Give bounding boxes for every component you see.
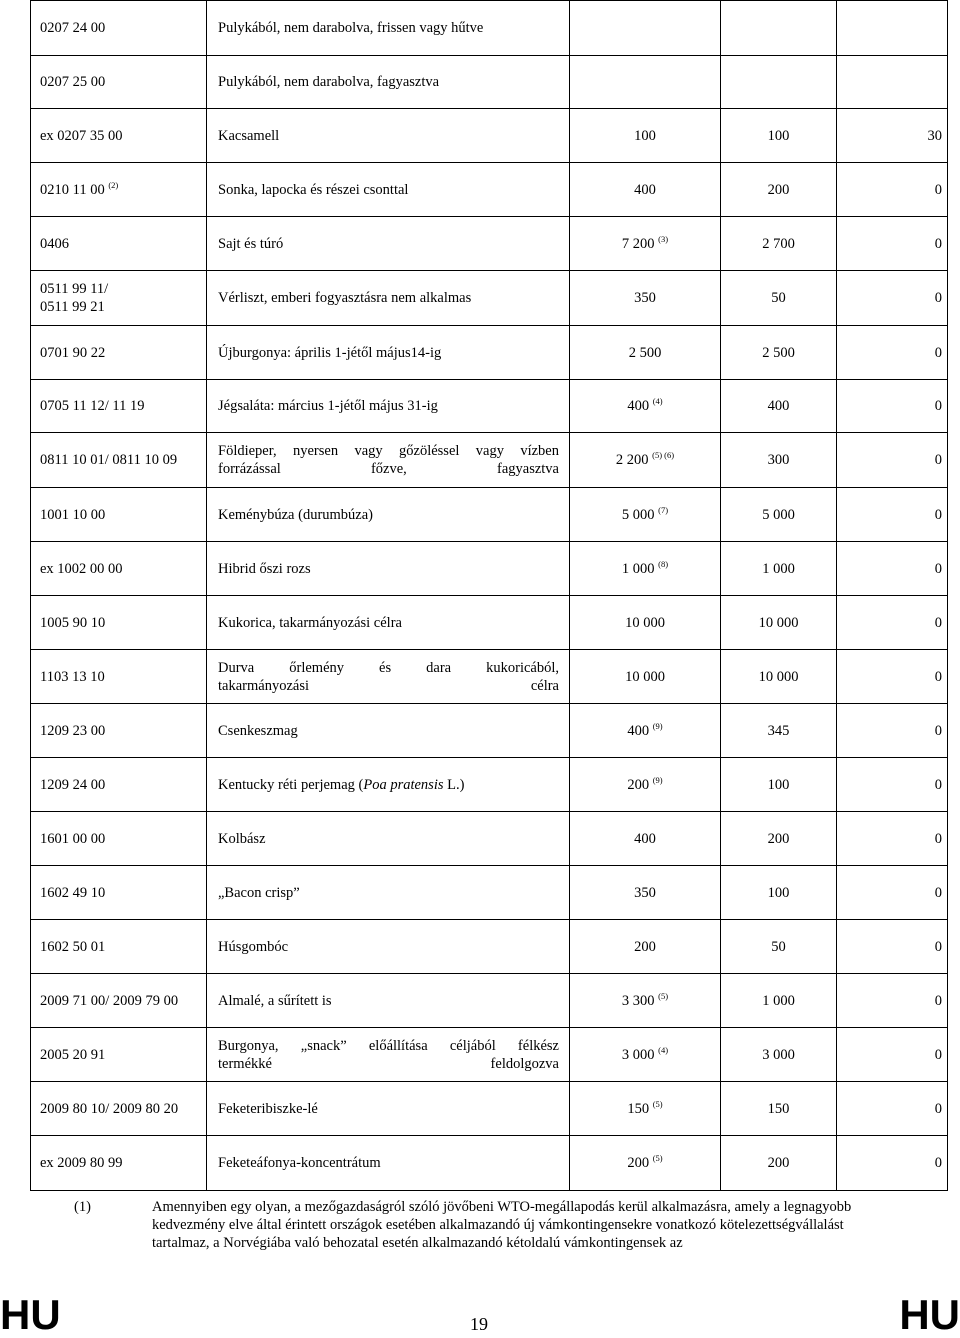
quota-value-3-cell — [837, 271, 948, 326]
quota-value-3: 0 — [934, 181, 942, 198]
quota-value-1: 1 000 — [621, 560, 655, 577]
quota-value-2: 100 — [767, 127, 790, 144]
table-row — [31, 704, 948, 758]
tariff-code-cell — [31, 380, 207, 433]
quota-value-3-cell — [837, 812, 948, 866]
table-row — [31, 109, 948, 163]
quota-value-1: 3 300 — [621, 992, 655, 1009]
tariff-code: 0207 24 00 — [40, 20, 106, 36]
product-description-cell — [207, 920, 570, 974]
product-description-cell — [207, 866, 570, 920]
quota-value-1-cell — [570, 56, 721, 109]
quota-value-2: 1 000 — [762, 560, 795, 577]
product-description-cell — [207, 56, 570, 109]
quota-value-1-cell — [570, 1028, 721, 1082]
quota-value-3: 0 — [934, 1046, 942, 1063]
quota-value-3-cell — [837, 163, 948, 217]
quota-value-2: 10 000 — [758, 614, 799, 631]
tariff-code: 1602 49 10 — [40, 884, 106, 901]
quota-value-3: 0 — [934, 506, 942, 523]
product-description-cell — [207, 326, 570, 380]
table-row — [31, 217, 948, 271]
quota-value-2-cell — [721, 974, 837, 1028]
product-description-line-2: takarmányozási célra — [218, 677, 559, 694]
quota-value-3-cell — [837, 1136, 948, 1191]
tariff-code: 1209 24 00 — [40, 776, 106, 793]
quota-value-3-cell — [837, 488, 948, 542]
quota-value-3: 0 — [934, 1100, 942, 1117]
product-description-cell — [207, 542, 570, 596]
quota-value-3: 0 — [934, 776, 942, 793]
quota-value-2-cell — [721, 1082, 837, 1136]
product-description: Hibrid őszi rozs — [218, 560, 311, 577]
quota-value-1-cell — [570, 974, 721, 1028]
quota-value-1-footnote-ref: (9) — [652, 774, 663, 785]
quota-value-3: 0 — [934, 1155, 942, 1171]
quota-value-1-cell — [570, 704, 721, 758]
quota-value-3-cell — [837, 1028, 948, 1082]
product-description-cell — [207, 217, 570, 271]
product-description: Durva őrlemény és dara kukoricából, — [218, 659, 559, 676]
tariff-code: ex 1002 00 00 — [40, 560, 123, 577]
tariff-code: ex 0207 35 00 — [40, 127, 123, 144]
table-row — [31, 1, 948, 56]
tariff-code: 0811 10 01/ 0811 10 09 — [40, 452, 178, 468]
quota-value-2: 200 — [767, 181, 790, 198]
quota-value-1-cell — [570, 380, 721, 433]
quota-value-3-cell — [837, 596, 948, 650]
tariff-code-cell — [31, 812, 207, 866]
product-description-cell — [207, 596, 570, 650]
product-description-cell — [207, 380, 570, 433]
tariff-code: 0701 90 22 — [40, 344, 106, 361]
quota-value-3-cell — [837, 326, 948, 380]
quota-value-1-cell — [570, 758, 721, 812]
tariff-code: 2009 80 10/ 2009 80 20 — [40, 1100, 179, 1117]
tariff-code: 1005 90 10 — [40, 614, 106, 631]
table-row — [31, 163, 948, 217]
page-number: 19 — [470, 1314, 488, 1334]
quota-value-3: 0 — [934, 722, 942, 739]
table-row — [31, 433, 948, 488]
product-description-cell — [207, 974, 570, 1028]
quota-value-2: 50 — [771, 290, 786, 306]
tariff-code-cell — [31, 542, 207, 596]
table-row — [31, 866, 948, 920]
quota-value-1-cell — [570, 271, 721, 326]
quota-value-1-footnote-ref: (5) — [658, 990, 669, 1001]
product-description: Burgonya, „snack” előállítása céljából félkész — [218, 1037, 559, 1054]
product-description-cell — [207, 488, 570, 542]
product-description: Sajt és túró — [218, 235, 284, 252]
quota-value-1-cell — [570, 866, 721, 920]
product-description: Húsgombóc — [218, 938, 289, 955]
tariff-quota-table-body — [31, 1, 948, 1191]
product-description-italic: Poa pratensis — [363, 776, 444, 793]
table-row — [31, 974, 948, 1028]
quota-value-1-cell — [570, 596, 721, 650]
quota-value-1-cell — [570, 650, 721, 704]
table-row — [31, 1028, 948, 1082]
table-row — [31, 56, 948, 109]
product-description-cell — [207, 163, 570, 217]
quota-value-3-cell — [837, 758, 948, 812]
footnote-text: Amennyiben egy olyan, a mezőgazdaságról szóló jövőbeni WTO-megállapodás kerül alkalmazásra, amely a legnagyobb kedvezmény elve által érintett országok esetében alkalmazandó új vámkontingensekre vonatkozó kötelezettségvállalást tartalmaz, a Norvégiába való behozatal esetén alkalmazandó kétoldalú vámkontingensek az — [152, 1199, 852, 1251]
quota-value-1-footnote-ref: (9) — [652, 720, 663, 731]
product-description-line-2: forrázással főzve, fagyasztva — [218, 461, 559, 477]
quota-value-3: 30 — [927, 127, 942, 144]
product-description-cell — [207, 1136, 570, 1191]
quota-value-3-cell — [837, 56, 948, 109]
tariff-code-cell — [31, 163, 207, 217]
quota-value-1: 10 000 — [625, 614, 665, 631]
quota-value-2-cell — [721, 326, 837, 380]
product-description: Újburgonya: április 1-jétől május14-ig — [218, 344, 442, 361]
quota-value-1-footnote-ref: (5) (6) — [652, 450, 675, 461]
quota-value-3-cell — [837, 380, 948, 433]
tariff-code: 0705 11 12/ 11 19 — [40, 398, 145, 414]
product-description: Földieper, nyersen vagy gőzöléssel vagy vízben — [218, 443, 559, 459]
quota-value-1: 7 200 — [621, 235, 655, 252]
table-row — [31, 542, 948, 596]
tariff-code-cell — [31, 56, 207, 109]
quota-value-2: 2 700 — [762, 235, 795, 252]
quota-value-1: 100 — [634, 127, 656, 144]
quota-value-2-cell — [721, 920, 837, 974]
product-description: Keménybúza (durumbúza) — [218, 506, 374, 523]
quota-value-2-cell — [721, 380, 837, 433]
product-description: Feketeribiszke-lé — [218, 1100, 318, 1117]
quota-value-2-cell — [721, 1028, 837, 1082]
table-row — [31, 920, 948, 974]
quota-value-2-cell — [721, 109, 837, 163]
table-row — [31, 488, 948, 542]
language-code-left: HU — [0, 1291, 61, 1338]
quota-value-1-footnote-ref: (8) — [658, 558, 669, 569]
quota-value-3-cell — [837, 920, 948, 974]
quota-value-3-cell — [837, 542, 948, 596]
quota-value-1-cell — [570, 812, 721, 866]
product-description-cell — [207, 271, 570, 326]
quota-value-1-cell — [570, 163, 721, 217]
quota-value-1: 350 — [634, 884, 656, 901]
quota-value-2-cell — [721, 1136, 837, 1191]
product-description-cell — [207, 1, 570, 56]
quota-value-1: 400 — [634, 181, 656, 198]
product-description: Pulykából, nem darabolva, frissen vagy hűtve — [218, 20, 484, 36]
quota-value-2-cell — [721, 758, 837, 812]
quota-value-1: 350 — [634, 290, 656, 306]
tariff-code-cell — [31, 920, 207, 974]
tariff-code-cell — [31, 433, 207, 488]
quota-value-1: 400 — [627, 398, 650, 414]
quota-value-2: 100 — [767, 776, 790, 793]
tariff-code-cell — [31, 866, 207, 920]
tariff-code: 1103 13 10 — [40, 668, 105, 685]
quota-value-3: 0 — [934, 344, 942, 361]
tariff-code-cell — [31, 326, 207, 380]
tariff-code-footnote-ref: (2) — [108, 179, 119, 190]
table-row — [31, 650, 948, 704]
tariff-code-cell — [31, 217, 207, 271]
quota-value-2: 3 000 — [762, 1046, 795, 1063]
tariff-code: 2005 20 91 — [40, 1046, 106, 1063]
table-row — [31, 1136, 948, 1191]
quota-value-2-cell — [721, 542, 837, 596]
product-description-cell — [207, 650, 570, 704]
product-description-cell — [207, 1082, 570, 1136]
tariff-code-cell — [31, 1136, 207, 1191]
product-description: Kentucky réti perjemag ( — [218, 776, 364, 793]
quota-value-2: 1 000 — [762, 992, 795, 1009]
quota-value-1-cell — [570, 488, 721, 542]
tariff-code: 1601 00 00 — [40, 830, 106, 847]
tariff-code-cell — [31, 650, 207, 704]
quota-value-1: 2 500 — [628, 344, 662, 361]
product-description: Almalé, a sűrített is — [218, 992, 332, 1009]
tariff-code-line-2: 0511 99 21 — [40, 299, 105, 315]
quota-value-2-cell — [721, 433, 837, 488]
quota-value-2-cell — [721, 812, 837, 866]
quota-value-1: 3 000 — [621, 1046, 655, 1063]
product-description: Jégsaláta: március 1-jétől május 31-ig — [218, 398, 438, 414]
quota-value-3-cell — [837, 704, 948, 758]
quota-value-1-cell — [570, 542, 721, 596]
quota-value-3-cell — [837, 866, 948, 920]
quota-value-3-cell — [837, 109, 948, 163]
table-row — [31, 380, 948, 433]
quota-value-2: 400 — [767, 398, 790, 414]
tariff-code-cell — [31, 704, 207, 758]
tariff-code: 0406 — [40, 235, 69, 252]
quota-value-1-footnote-ref: (5) — [652, 1098, 663, 1109]
quota-value-3: 0 — [934, 290, 942, 306]
tariff-code-cell — [31, 1028, 207, 1082]
quota-value-1-cell — [570, 433, 721, 488]
product-description-cell — [207, 433, 570, 488]
quota-value-1-cell — [570, 326, 721, 380]
tariff-code-cell — [31, 488, 207, 542]
table-row — [31, 812, 948, 866]
tariff-code: 0210 11 00 — [40, 181, 105, 198]
tariff-code: 1602 50 01 — [40, 938, 106, 955]
quota-value-2: 200 — [767, 830, 790, 847]
quota-value-3-cell — [837, 217, 948, 271]
quota-value-2: 50 — [771, 938, 786, 955]
quota-value-3: 0 — [934, 560, 942, 577]
quota-value-3-cell — [837, 1082, 948, 1136]
product-description: Sonka, lapocka és részei csonttal — [218, 181, 409, 198]
quota-value-1: 200 — [634, 938, 656, 955]
product-description-end: L.) — [443, 776, 465, 793]
table-row — [31, 326, 948, 380]
tariff-code-cell — [31, 271, 207, 326]
footnote-number: (1) — [74, 1199, 91, 1215]
product-description: „Bacon crisp” — [218, 884, 300, 901]
quota-value-1-cell — [570, 109, 721, 163]
quota-value-2: 10 000 — [758, 668, 799, 685]
product-description-line-2: termékké feldolgozva — [218, 1055, 559, 1072]
quota-value-2: 2 500 — [762, 344, 795, 361]
quota-value-1: 150 — [627, 1100, 650, 1117]
quota-value-3: 0 — [934, 938, 942, 955]
product-description: Kukorica, takarmányozási célra — [218, 614, 402, 631]
product-description: Feketeáfonya-koncentrátum — [218, 1155, 381, 1171]
tariff-code: ex 2009 80 99 — [40, 1155, 123, 1171]
quota-value-1-cell — [570, 920, 721, 974]
product-description: Pulykából, nem darabolva, fagyasztva — [218, 74, 440, 90]
quota-value-2: 100 — [767, 884, 790, 901]
quota-value-2-cell — [721, 596, 837, 650]
quota-value-2-cell — [721, 488, 837, 542]
product-description-cell — [207, 704, 570, 758]
quota-value-2-cell — [721, 271, 837, 326]
quota-value-2-cell — [721, 56, 837, 109]
tariff-code-cell — [31, 1, 207, 56]
tariff-quota-table — [30, 0, 948, 1191]
table-row — [31, 596, 948, 650]
quota-value-1-footnote-ref: (4) — [652, 396, 663, 407]
quota-value-2: 200 — [767, 1155, 790, 1171]
tariff-code: 1001 10 00 — [40, 506, 106, 523]
quota-value-3: 0 — [934, 668, 942, 685]
product-description: Kolbász — [218, 830, 266, 847]
quota-value-1-cell — [570, 217, 721, 271]
tariff-code: 0207 25 00 — [40, 74, 106, 90]
table-row — [31, 271, 948, 326]
tariff-code-cell — [31, 758, 207, 812]
quota-value-2: 300 — [767, 452, 790, 468]
product-description: Vérliszt, emberi fogyasztásra nem alkalmas — [218, 290, 472, 306]
product-description: Csenkeszmag — [218, 722, 298, 739]
quota-value-3: 0 — [934, 830, 942, 847]
tariff-code-cell — [31, 596, 207, 650]
quota-value-1-cell — [570, 1, 721, 56]
quota-value-2-cell — [721, 217, 837, 271]
quota-value-3: 0 — [934, 992, 942, 1009]
quota-value-1-cell — [570, 1082, 721, 1136]
quota-value-1: 5 000 — [621, 506, 655, 523]
quota-value-1: 2 200 — [615, 452, 649, 468]
quota-value-2: 5 000 — [762, 506, 795, 523]
quota-value-3-cell — [837, 433, 948, 488]
product-description-cell — [207, 109, 570, 163]
quota-value-2: 345 — [767, 722, 790, 739]
product-description-cell — [207, 812, 570, 866]
quota-value-1-footnote-ref: (4) — [658, 1044, 669, 1055]
quota-value-2: 150 — [767, 1100, 790, 1117]
quota-value-1: 400 — [627, 722, 650, 739]
tariff-code: 1209 23 00 — [40, 722, 106, 739]
quota-value-1-cell — [570, 1136, 721, 1191]
quota-value-2-cell — [721, 866, 837, 920]
quota-value-2-cell — [721, 650, 837, 704]
quota-value-1-footnote-ref: (3) — [658, 233, 669, 244]
quota-value-3-cell — [837, 974, 948, 1028]
quota-value-1-footnote-ref: (7) — [658, 504, 669, 515]
quota-value-3: 0 — [934, 614, 942, 631]
tariff-code-cell — [31, 109, 207, 163]
table-row — [31, 758, 948, 812]
table-row — [31, 1082, 948, 1136]
quota-value-1: 200 — [627, 1155, 650, 1171]
tariff-code-cell — [31, 974, 207, 1028]
tariff-code-cell — [31, 1082, 207, 1136]
quota-value-2-cell — [721, 1, 837, 56]
product-description-cell — [207, 1028, 570, 1082]
quota-value-1: 400 — [634, 830, 656, 847]
language-code-right: HU — [899, 1291, 960, 1338]
quota-value-2-cell — [721, 163, 837, 217]
quota-value-2-cell — [721, 704, 837, 758]
quota-value-3: 0 — [934, 884, 942, 901]
product-description: Kacsamell — [218, 127, 280, 144]
quota-value-3: 0 — [934, 398, 942, 414]
quota-value-3: 0 — [934, 235, 942, 252]
quota-value-3: 0 — [934, 452, 942, 468]
tariff-code: 0511 99 11/ — [40, 281, 109, 297]
quota-value-1: 10 000 — [625, 668, 665, 685]
product-description-cell — [207, 758, 570, 812]
quota-value-1-footnote-ref: (5) — [652, 1153, 663, 1164]
quota-value-1: 200 — [627, 776, 650, 793]
quota-value-3-cell — [837, 650, 948, 704]
quota-value-3-cell — [837, 1, 948, 56]
tariff-code: 2009 71 00/ 2009 79 00 — [40, 992, 179, 1009]
